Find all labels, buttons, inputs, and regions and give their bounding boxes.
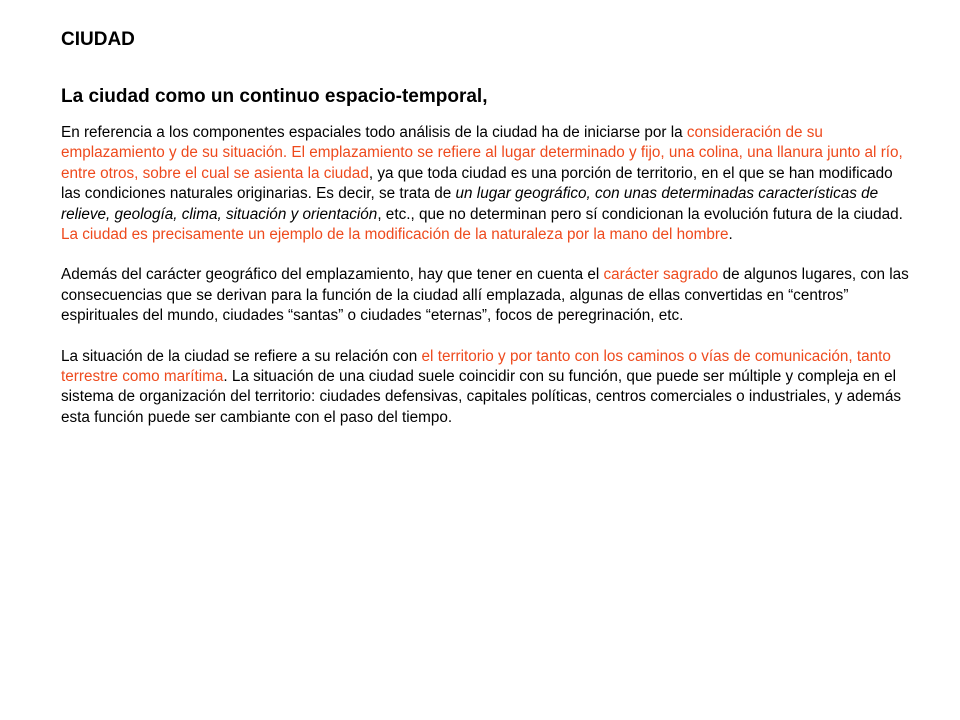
italic-text: un lugar geográfico, con unas determinadas características de relieve, geología, clima, situación y orientación bbox=[61, 185, 879, 223]
text-segment: de algunos lugares, con las consecuencias que se derivan para la función de la ciudad allí emplazada, algunas de ellas convertidas en “centros” espirituales del mundo, ciudades “santas” o ciudades “eternas”, focos de peregrinación, etc. bbox=[61, 266, 909, 325]
highlighted-text: consideración de su emplazamiento y de su situación. El emplazamiento se refiere al lugar determinado y fijo, una colina, una llanura junto al río, entre otros, sobre el cual se asienta la ciudad bbox=[61, 124, 903, 182]
text-segment: En referencia a los componentes espaciales todo análisis de la ciudad ha de iniciarse por la bbox=[61, 124, 687, 141]
text-segment: . bbox=[728, 226, 733, 244]
text-segment: , ya que toda ciudad es una porción de territorio, en el que se han modificado las condiciones naturales originarias. Es decir, se trata de bbox=[61, 164, 893, 203]
page-title: CIUDAD bbox=[61, 29, 135, 50]
page-subtitle: La ciudad como un continuo espacio-temporal, bbox=[61, 86, 488, 107]
document-page bbox=[61, 28, 911, 428]
text-segment: Además del carácter geográfico del emplazamiento, hay que tener en cuenta el bbox=[61, 266, 604, 284]
text-segment: , etc., que no determinan pero sí condicionan la evolución futura de la ciudad. bbox=[377, 205, 903, 223]
paragraph-caracter-sagrado bbox=[61, 265, 911, 326]
paragraph-emplazamiento bbox=[61, 123, 911, 245]
text-segment: La situación de la ciudad se refiere a su relación con bbox=[61, 347, 422, 365]
highlighted-text: La ciudad es precisamente un ejemplo de la modificación de la naturaleza por la mano del hombre bbox=[61, 226, 729, 244]
highlighted-text: carácter sagrado bbox=[603, 266, 719, 284]
highlighted-text: el territorio y por tanto con los caminos o vías de comunicación, tanto terrestre como marítima bbox=[61, 347, 891, 386]
paragraph-situacion bbox=[61, 347, 911, 429]
text-segment: . La situación de una ciudad suele coincidir con su función, que puede ser múltiple y compleja en el sistema de organización del territorio: ciudades defensivas, capitales políticas, centros comerciales o industriales, y además esta función puede ser cambiante con el paso del tiempo. bbox=[61, 368, 902, 426]
